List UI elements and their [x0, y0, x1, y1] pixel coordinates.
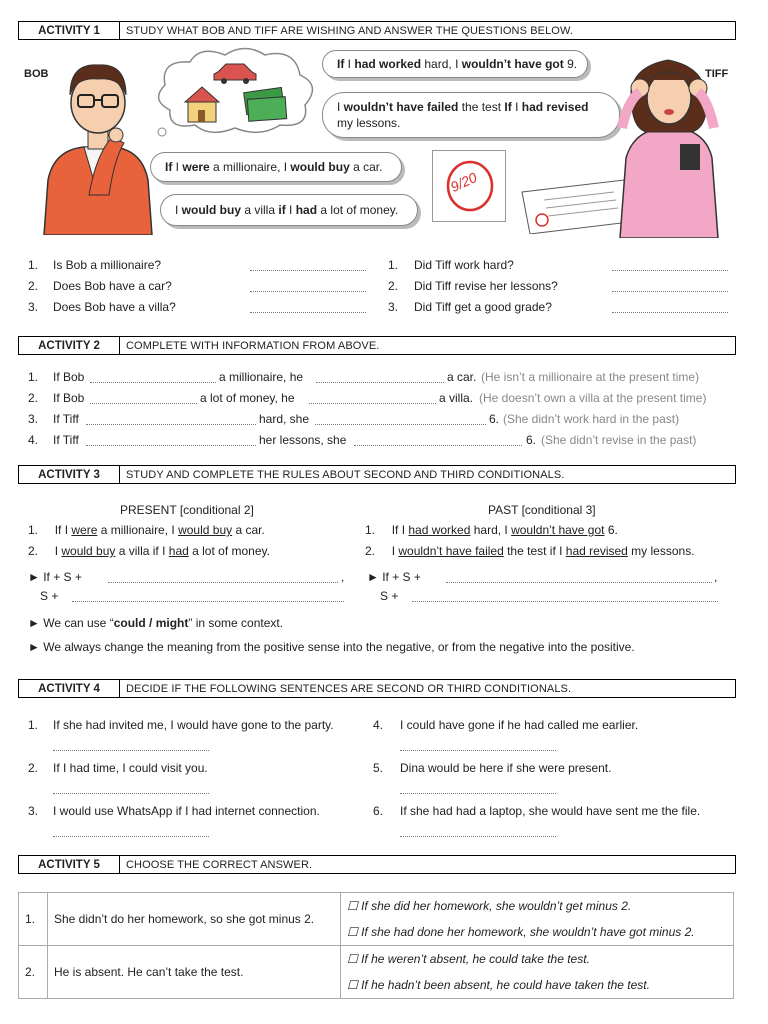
rule-comma: ,: [714, 570, 718, 584]
activity2-row-mid: hard, she: [259, 412, 310, 426]
bubble-text: I would buy a villa if I had a lot of money.: [175, 203, 399, 217]
answer-blank[interactable]: [53, 836, 209, 837]
answer-blank[interactable]: [86, 445, 256, 446]
test-paper-illustration: [434, 152, 634, 234]
past-example-1: 1. If I had worked hard, I wouldn’t have got 6.: [365, 523, 618, 537]
answer-blank[interactable]: [400, 836, 556, 837]
rule-comma: ,: [341, 570, 345, 584]
activity4-sentence: If she had invited me, I would have gone to the party.: [53, 718, 334, 732]
question-left-2: 2.: [28, 279, 39, 293]
table-row: [19, 893, 734, 946]
rule-present-s: S +: [40, 589, 59, 603]
activity-title: DECIDE IF THE FOLLOWING SENTENCES ARE SECOND OR THIRD CONDITIONALS.: [126, 682, 572, 695]
activity4-number: 6.: [373, 804, 384, 818]
activity2-row-note: (She didn’t work hard in the past): [503, 412, 680, 426]
row-number: 1.: [19, 893, 48, 946]
activity5-header: [18, 855, 736, 874]
answer-blank[interactable]: [400, 793, 556, 794]
activity2-row-start: If Bob: [53, 391, 85, 405]
activity2-row-number: 1.: [28, 370, 39, 384]
answer-blank[interactable]: [400, 750, 556, 751]
question-text: Does Bob have a villa?: [53, 300, 176, 314]
rule-past-s: S +: [380, 589, 399, 603]
activity-title: COMPLETE WITH INFORMATION FROM ABOVE.: [126, 339, 380, 352]
tiff-illustration: [612, 48, 724, 238]
activity4-sentence: Dina would be here if she were present.: [400, 761, 612, 775]
activity2-row-mid: a lot of money, he: [200, 391, 295, 405]
activity4-number: 3.: [28, 804, 39, 818]
activity-number: ACTIVITY 5: [19, 856, 120, 873]
row-number: 2.: [19, 946, 48, 999]
answer-blank[interactable]: [250, 270, 366, 271]
speech-bubble-tiff-1: [322, 50, 588, 78]
activity2-row-end: a villa.: [439, 391, 474, 405]
answer-option-checkbox[interactable]: ☐ If he hadn’t been absent, he could have taken the test.: [347, 978, 650, 992]
paper-grade: 9/20: [447, 168, 480, 196]
activity-title: STUDY AND COMPLETE THE RULES ABOUT SECOND AND THIRD CONDITIONALS.: [126, 468, 565, 481]
present-example-1: 1. If I were a millionaire, I would buy a car.: [28, 523, 265, 537]
answer-option-checkbox[interactable]: ☐ If he weren’t absent, he could take the test.: [347, 952, 590, 966]
activity2-row-number: 3.: [28, 412, 39, 426]
question-text: Did Tiff work hard?: [414, 258, 514, 272]
activity-title: STUDY WHAT BOB AND TIFF ARE WISHING AND ANSWER THE QUESTIONS BELOW.: [126, 24, 573, 37]
answer-blank[interactable]: [412, 601, 718, 602]
question-text: Did Tiff revise her lessons?: [414, 279, 558, 293]
question-right-2: 2.: [388, 279, 399, 293]
bubble-text: If I had worked hard, I wouldn’t have got 9.: [337, 57, 578, 71]
past-heading: PAST [conditional 3]: [488, 503, 596, 517]
speech-bubble-bob-1: [150, 152, 402, 182]
question-left-3: 3.: [28, 300, 39, 314]
row-options: [341, 946, 734, 999]
activity2-row-start: If Tiff: [53, 412, 79, 426]
row-sentence: He is absent. He can’t take the test.: [48, 946, 341, 999]
activity2-row-note: (She didn’t revise in the past): [541, 433, 697, 447]
activity-number: ACTIVITY 4: [19, 680, 120, 697]
activity2-row-number: 2.: [28, 391, 39, 405]
question-left-1: 1.: [28, 258, 39, 272]
question-right-1: 1.: [388, 258, 399, 272]
activity-title: CHOOSE THE CORRECT ANSWER.: [126, 858, 313, 871]
present-example-2: 2. I would buy a villa if I had a lot of money.: [28, 544, 270, 558]
answer-blank[interactable]: [53, 793, 209, 794]
activity4-header: [18, 679, 736, 698]
answer-blank[interactable]: [53, 750, 209, 751]
activity2-row-mid: her lessons, she: [259, 433, 347, 447]
thought-cloud: [140, 40, 330, 140]
present-heading: PRESENT [conditional 2]: [120, 503, 254, 517]
activity2-row-note: (He isn’t a millionaire at the present time): [481, 370, 700, 384]
activity2-row-end: a car.: [447, 370, 477, 384]
bubble-text: If I were a millionaire, I would buy a car.: [165, 160, 383, 174]
activity4-number: 2.: [28, 761, 39, 775]
answer-blank[interactable]: [315, 424, 486, 425]
answer-blank[interactable]: [612, 291, 728, 292]
activity2-row-start: If Bob: [53, 370, 85, 384]
activity4-sentence: If I had time, I could visit you.: [53, 761, 208, 775]
answer-blank[interactable]: [446, 582, 712, 583]
activity3-header: [18, 465, 736, 484]
activity2-row-start: If Tiff: [53, 433, 79, 447]
speech-bubble-tiff-2: [322, 92, 620, 138]
tiff-label: TIFF: [705, 68, 729, 80]
tip-could-might: ► We can use “could / might” in some context.: [28, 616, 284, 630]
tip-meaning-change: ► We always change the meaning from the positive sense into the negative, or from the negative into the positive.: [28, 640, 635, 654]
answer-blank[interactable]: [108, 582, 338, 583]
activity-number: ACTIVITY 1: [19, 22, 120, 39]
answer-blank[interactable]: [316, 382, 444, 383]
question-right-3: 3.: [388, 300, 399, 314]
activity4-sentence: I would use WhatsApp if I had internet connection.: [53, 804, 320, 818]
answer-blank[interactable]: [354, 445, 522, 446]
past-example-2: 2. I wouldn’t have failed the test if I had revised my lessons.: [365, 544, 695, 558]
activity2-row-end: 6.: [489, 412, 500, 426]
rule-present-if: ► If + S +: [28, 570, 82, 584]
activity2-row-number: 4.: [28, 433, 39, 447]
answer-blank[interactable]: [612, 312, 728, 313]
question-text: Is Bob a millionaire?: [53, 258, 162, 272]
bob-label: BOB: [24, 68, 49, 80]
speech-bubble-bob-2: [160, 194, 418, 226]
row-options: [341, 893, 734, 946]
answer-blank[interactable]: [90, 403, 197, 404]
activity-number: ACTIVITY 2: [19, 337, 120, 354]
answer-option-checkbox[interactable]: ☐ If she did her homework, she wouldn’t get minus 2.: [347, 899, 632, 913]
question-text: Did Tiff get a good grade?: [414, 300, 552, 314]
activity5-table: [18, 892, 734, 999]
answer-option-checkbox[interactable]: ☐ If she had done her homework, she wouldn’t have got minus 2.: [347, 925, 695, 939]
rule-past-if: ► If + S +: [367, 570, 421, 584]
answer-blank[interactable]: [90, 382, 216, 383]
activity-number: ACTIVITY 3: [19, 466, 120, 483]
question-text: Does Bob have a car?: [53, 279, 172, 293]
answer-blank[interactable]: [250, 291, 366, 292]
activity1-header: [18, 21, 736, 40]
activity4-number: 4.: [373, 718, 384, 732]
row-sentence: She didn’t do her homework, so she got minus 2.: [48, 893, 341, 946]
activity2-row-note: (He doesn’t own a villa at the present time): [479, 391, 707, 405]
answer-blank[interactable]: [250, 312, 366, 313]
bubble-text: I wouldn’t have failed the test If I had revised my lessons.: [337, 100, 589, 130]
activity2-header: [18, 336, 736, 355]
answer-blank[interactable]: [309, 403, 436, 404]
activity4-sentence: If she had had a laptop, she would have sent me the file.: [400, 804, 701, 818]
activity4-sentence: I could have gone if he had called me earlier.: [400, 718, 639, 732]
activity2-row-end: 6.: [526, 433, 537, 447]
activity2-row-mid: a millionaire, he: [219, 370, 304, 384]
answer-blank[interactable]: [86, 424, 256, 425]
activity4-number: 5.: [373, 761, 384, 775]
answer-blank[interactable]: [612, 270, 728, 271]
activity4-number: 1.: [28, 718, 39, 732]
table-row: [19, 946, 734, 999]
answer-blank[interactable]: [72, 601, 344, 602]
